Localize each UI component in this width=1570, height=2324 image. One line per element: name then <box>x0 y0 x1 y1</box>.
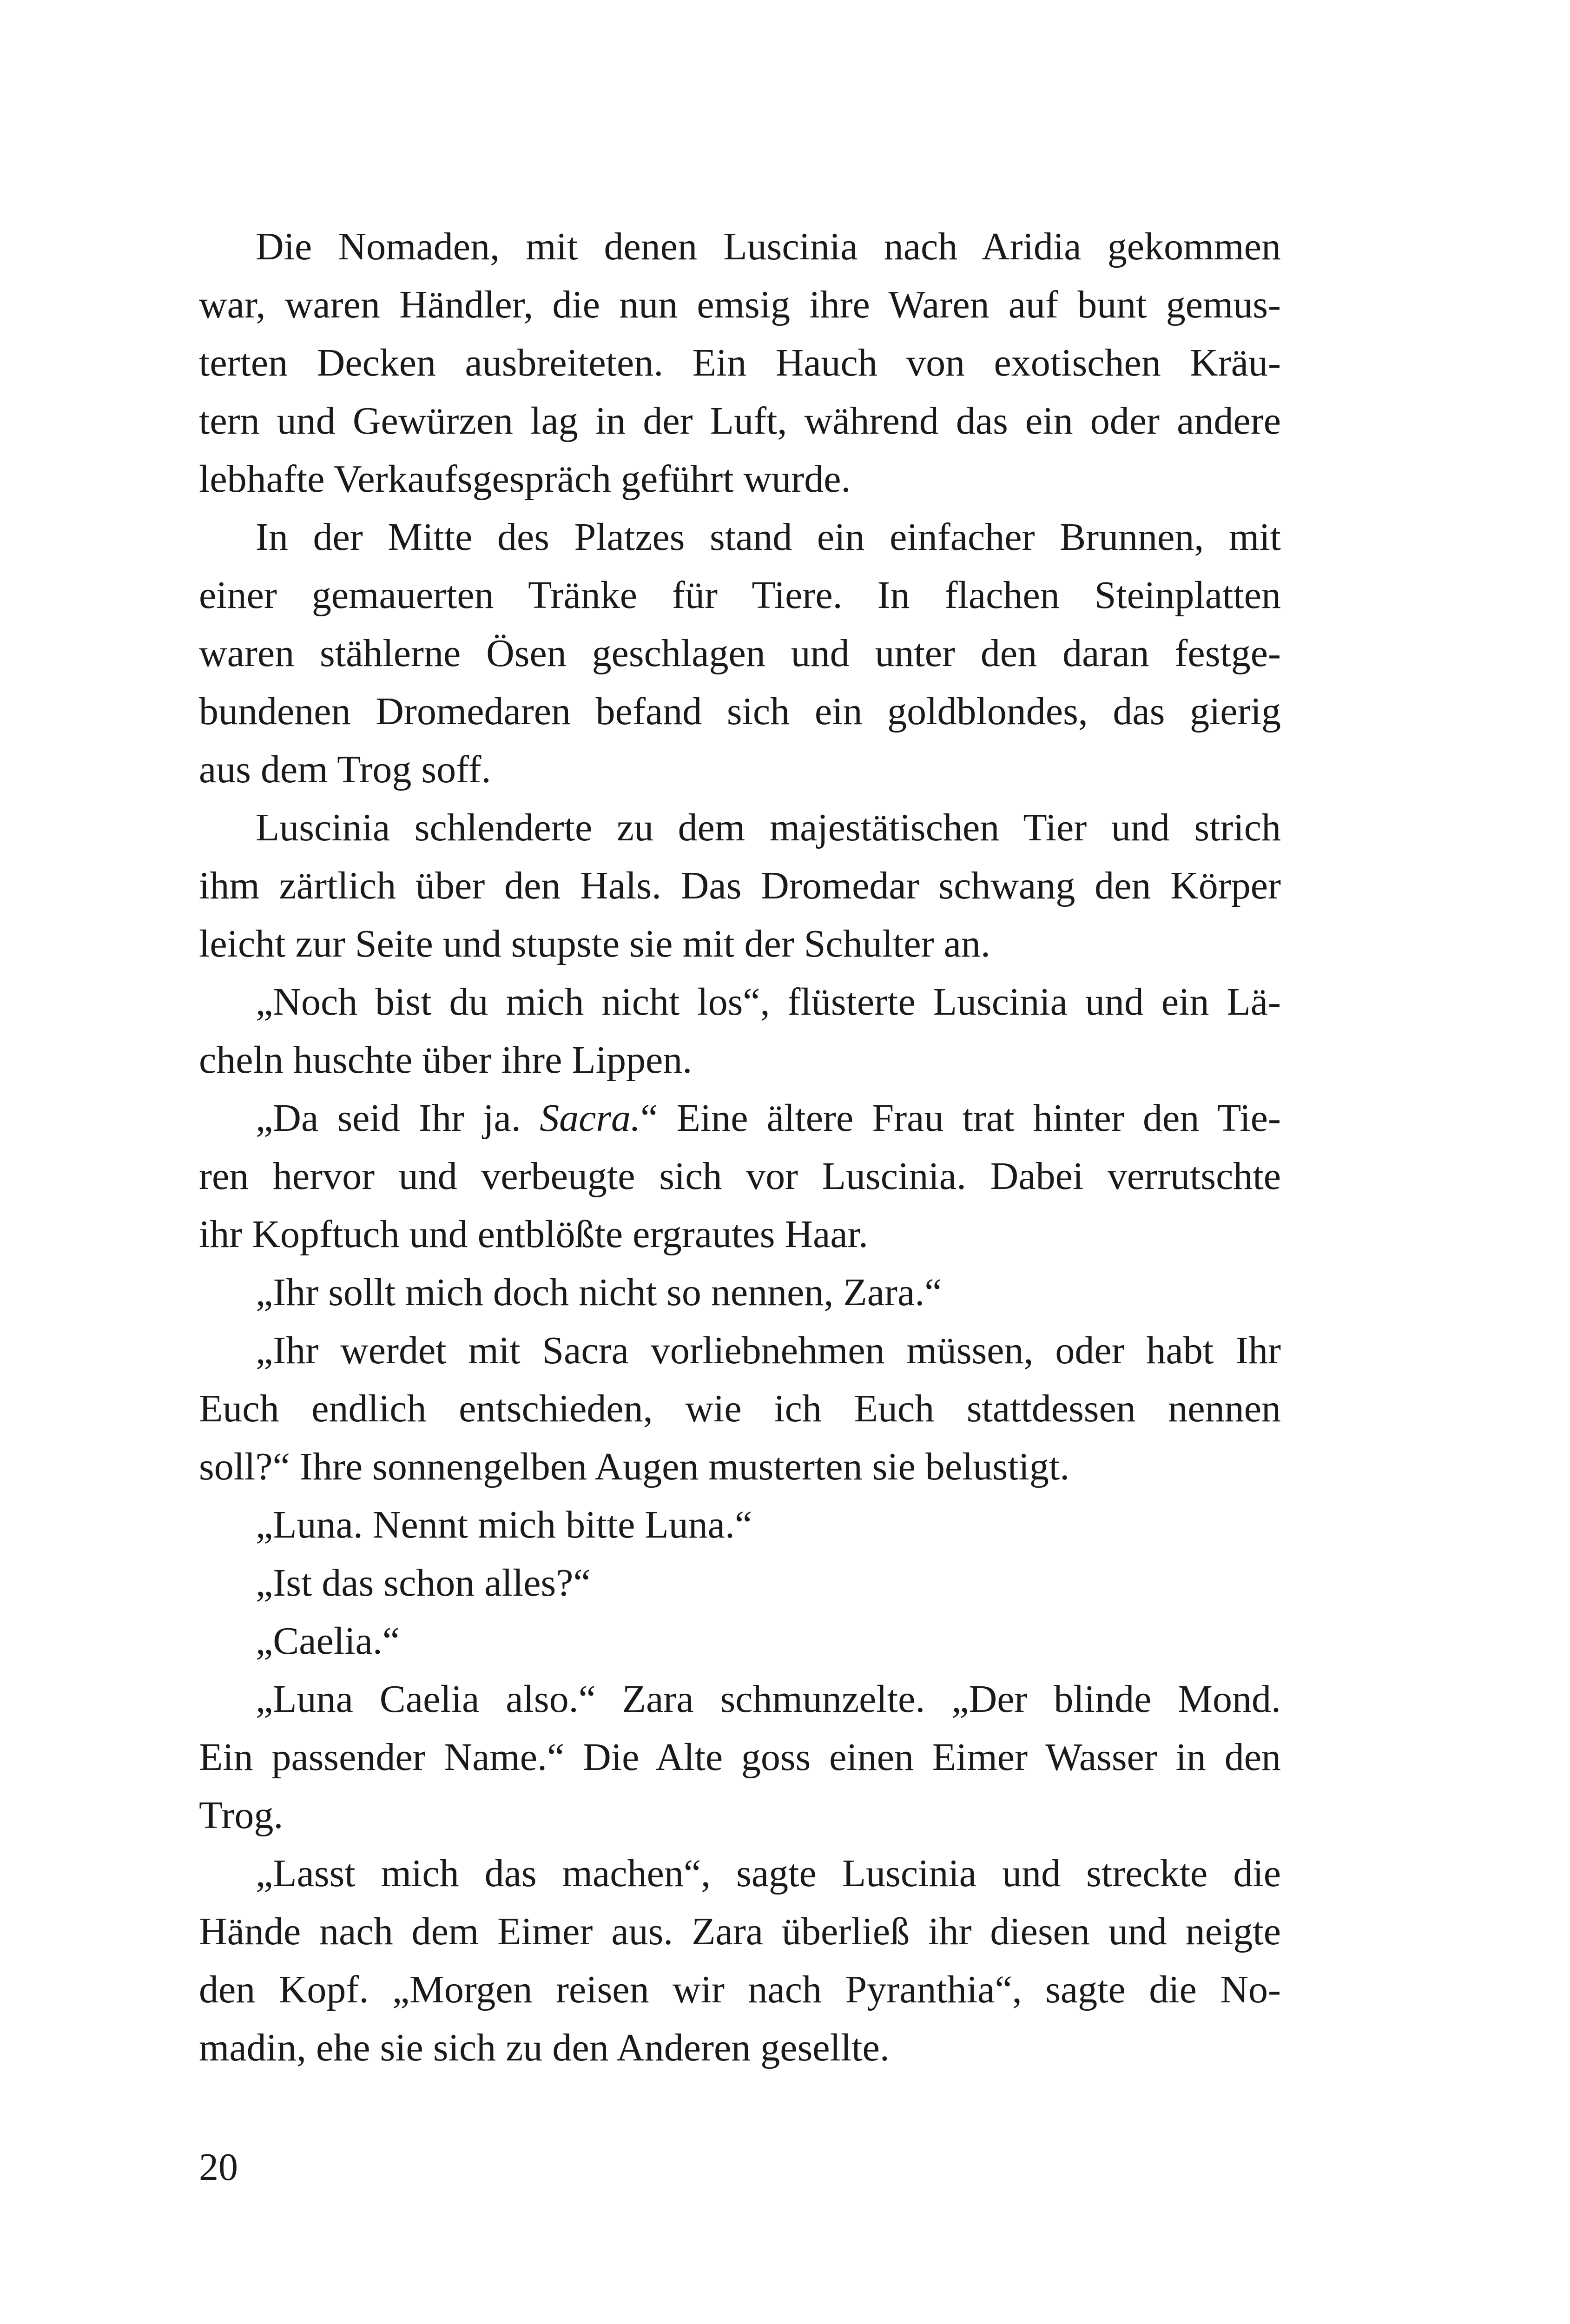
text-line: soll?“ Ihre sonnengelben Augen musterten sie belustigt. <box>199 1445 1070 1488</box>
page-number: 20 <box>199 2146 238 2189</box>
text-run: „Da seid Ihr ja. <box>256 1096 540 1140</box>
text-line: Luscinia schlenderte zu dem majestätischen Tier und strich <box>256 806 1281 849</box>
text-line: leicht zur Seite und stupste sie mit der Schulter an. <box>199 922 990 965</box>
text-line <box>199 1089 1281 1147</box>
paragraph <box>199 1321 1281 1496</box>
paragraph <box>199 799 1281 973</box>
text-line: ren hervor und verbeugte sich vor Luscinia. Dabei verrutschte <box>199 1155 1281 1198</box>
text-line: lebhafte Verkaufsgespräch geführt wurde. <box>199 457 851 501</box>
text-line: „Ihr werdet mit Sacra vorliebnehmen müssen, oder habt Ihr <box>256 1329 1281 1372</box>
text-line: Ein passender Name.“ Die Alte goss einen Eimer Wasser in den <box>199 1736 1281 1779</box>
text-line: „Noch bist du mich nicht los“, flüsterte Luscinia und ein Lä- <box>256 980 1281 1023</box>
text-line: waren stählerne Ösen geschlagen und unter den daran festge- <box>199 632 1281 675</box>
text-line: „Ist das schon alles?“ <box>256 1561 591 1604</box>
paragraph <box>199 1844 1281 2077</box>
text-line: madin, ehe sie sich zu den Anderen gesellte. <box>199 2026 890 2069</box>
text-line: In der Mitte des Platzes stand ein einfacher Brunnen, mit <box>256 515 1281 559</box>
text-line: ihm zärtlich über den Hals. Das Dromedar schwang den Körper <box>199 864 1281 907</box>
paragraph <box>199 1496 1281 1554</box>
paragraph <box>199 1612 1281 1670</box>
text-line: war, waren Händler, die nun emsig ihre Waren auf bunt gemus- <box>199 283 1281 326</box>
text-line: cheln huschte über ihre Lippen. <box>199 1038 693 1082</box>
text-line: bundenen Dromedaren befand sich ein goldblondes, das gierig <box>199 690 1281 733</box>
paragraph <box>199 1263 1281 1321</box>
text-line: „Lasst mich das machen“, sagte Luscinia und streckte die <box>256 1852 1281 1895</box>
paragraph <box>199 508 1281 799</box>
text-line: terten Decken ausbreiteten. Ein Hauch von exotischen Kräu- <box>199 341 1281 384</box>
text-line: „Luna Caelia also.“ Zara schmunzelte. „Der blinde Mond. <box>256 1677 1281 1721</box>
text-line: aus dem Trog soff. <box>199 748 491 791</box>
body-text <box>199 218 1281 2077</box>
italic-word: Sacra. <box>540 1096 641 1140</box>
text-line: einer gemauerten Tränke für Tiere. In flachen Steinplatten <box>199 574 1281 617</box>
text-run: “ Eine ältere Frau trat hinter den Tie- <box>640 1096 1281 1140</box>
paragraph <box>199 1554 1281 1612</box>
text-line: ihr Kopftuch und entblößte ergrautes Haar. <box>199 1213 869 1256</box>
text-line: Hände nach dem Eimer aus. Zara überließ ihr diesen und neigte <box>199 1910 1281 1953</box>
paragraph <box>199 1089 1281 1263</box>
paragraph <box>199 218 1281 508</box>
paragraph <box>199 973 1281 1089</box>
text-line: tern und Gewürzen lag in der Luft, während das ein oder andere <box>199 399 1281 442</box>
text-line: „Ihr sollt mich doch nicht so nennen, Zara.“ <box>256 1271 942 1314</box>
text-line: „Luna. Nennt mich bitte Luna.“ <box>256 1503 752 1546</box>
text-line: „Caelia.“ <box>256 1619 400 1663</box>
paragraph <box>199 1670 1281 1844</box>
text-line: den Kopf. „Morgen reisen wir nach Pyranthia“, sagte die No- <box>199 1968 1281 2011</box>
text-line: Trog. <box>199 1794 284 1837</box>
text-line: Euch endlich entschieden, wie ich Euch stattdessen nennen <box>199 1387 1281 1430</box>
text-line: Die Nomaden, mit denen Luscinia nach Aridia gekommen <box>256 225 1281 268</box>
